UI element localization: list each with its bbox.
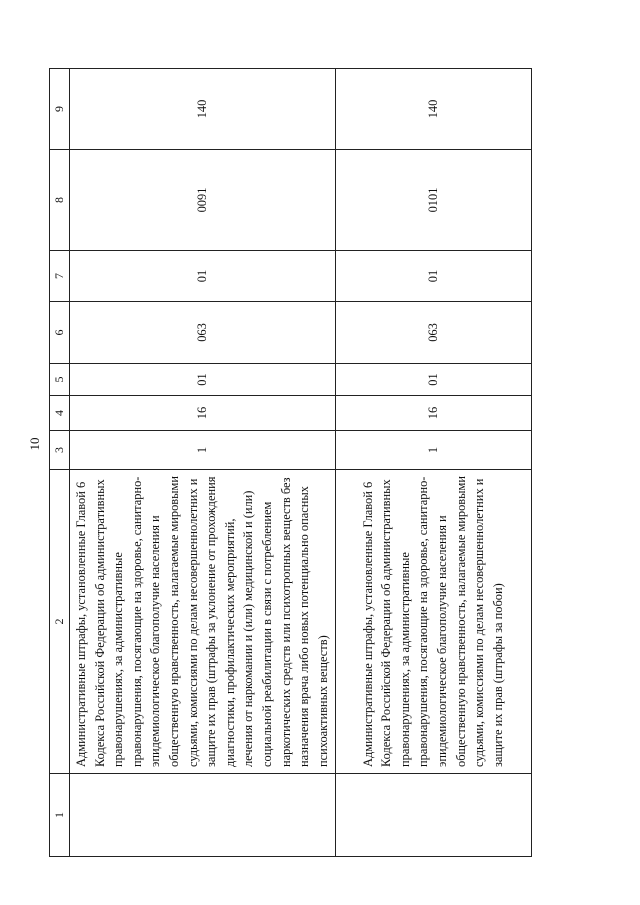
row-1-col-8: 0091 — [70, 150, 336, 251]
header-cell-8: 8 — [50, 150, 70, 251]
row-2-col-4: 16 — [335, 396, 531, 431]
header-row — [50, 69, 70, 857]
header-cell-2: 2 — [50, 470, 70, 774]
row-1-col-1 — [70, 774, 336, 857]
row-2-col-8: 0101 — [335, 150, 531, 251]
header-cell-6: 6 — [50, 302, 70, 364]
budget-classification-table — [49, 68, 532, 857]
header-cell-3: 3 — [50, 431, 70, 470]
table-row — [70, 69, 336, 857]
row-2-col-9: 140 — [335, 69, 531, 150]
row-1-col-9: 140 — [70, 69, 336, 150]
header-cell-5: 5 — [50, 364, 70, 396]
row-1-col-7: 01 — [70, 251, 336, 302]
row-2-col-3: 1 — [335, 431, 531, 470]
row-1-col-4: 16 — [70, 396, 336, 431]
page-number: 10 — [27, 437, 42, 451]
row-2-col-6: 063 — [335, 302, 531, 364]
row-2-description: Административные штрафы, установленные Главой 6 Кодекса Российской Федерации об административных правонарушениях, за административные правонарушения, посягающие на здоровье, санитарно-эпидемиологическое благополучие населения и общественную нравственность, налагаемые мировыми судьями, комиссиями по делам несовершеннолетних и защите их прав (штрафы за побои) — [335, 470, 531, 774]
table-row — [335, 69, 531, 857]
row-1-col-3: 1 — [70, 431, 336, 470]
header-cell-1: 1 — [50, 774, 70, 857]
row-2-col-7: 01 — [335, 251, 531, 302]
row-1-col-6: 063 — [70, 302, 336, 364]
header-cell-7: 7 — [50, 251, 70, 302]
rotated-table-frame — [49, 69, 519, 857]
table-container — [49, 69, 519, 857]
row-1-description: Административные штрафы, установленные Главой 6 Кодекса Российской Федерации об административных правонарушениях, за административные правонарушения, посягающие на здоровье, санитарно-эпидемиологическое благополучие населения и общественную нравственность, налагаемые мировыми судьями, комиссиями по делам несовершеннолетних и защите их прав (штрафы за уклонение от прохождения диагностики, профилактических мероприятий, лечения от наркомании и (или) медицинской и (или) социальной реабилитации в связи с потреблением наркотических средств или психотропных веществ без назначения врача либо новых потенциально опасных психоактивных веществ) — [70, 470, 336, 774]
row-1-col-5: 01 — [70, 364, 336, 396]
row-2-col-1 — [335, 774, 531, 857]
row-2-col-5: 01 — [335, 364, 531, 396]
header-cell-4: 4 — [50, 396, 70, 431]
header-cell-9: 9 — [50, 69, 70, 150]
